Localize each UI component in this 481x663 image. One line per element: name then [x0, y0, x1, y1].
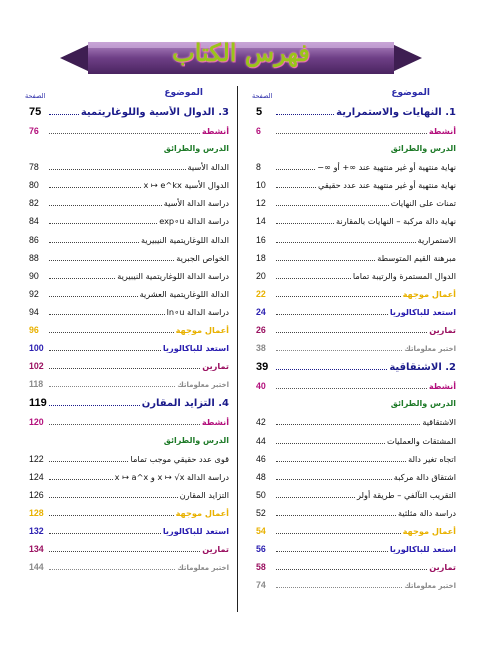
page-number: 84: [29, 216, 39, 227]
dot-leader: [49, 223, 157, 224]
dot-leader: [276, 332, 427, 333]
toc-column-right: [252, 86, 456, 598]
page-number: 12: [256, 198, 266, 209]
page-heading: الصفحة: [25, 92, 46, 100]
entry-label: أعمال موجهة: [402, 288, 456, 299]
toc-entry-bac: [29, 343, 229, 361]
page-number: 24: [256, 306, 266, 317]
toc-entry-bac: [256, 544, 456, 562]
page-number: 132: [29, 525, 44, 536]
page-number: 80: [29, 180, 39, 191]
page-number: 119: [29, 397, 47, 410]
page-number: 48: [256, 471, 266, 482]
entry-label: دراسة الدالة exp∘u: [159, 216, 229, 227]
page-number: 46: [256, 453, 266, 464]
entry-label: اختبر معلوماتك: [404, 345, 456, 354]
entry-label: التقريب التآلفي – طريقة أولر: [356, 489, 456, 500]
dot-leader: [49, 169, 186, 170]
entry-label: دراسة دالة مثلثية: [397, 507, 456, 518]
dot-leader: [49, 386, 175, 387]
entry-label: 2. الاشتقاقية: [389, 362, 456, 374]
entry-label: نهاية منتهية أو غير منتهية عند عدد حقيقي: [318, 180, 456, 191]
page-number: 128: [29, 507, 44, 518]
page-number: 88: [29, 252, 39, 263]
toc-entry-item: [29, 289, 229, 307]
toc-entry-item: [256, 417, 456, 435]
toc-entry-item: [29, 307, 229, 325]
entry-label: الدالة اللوغاريتمية العشرية: [139, 288, 229, 299]
dot-leader: [276, 314, 388, 315]
entry-label: الدوال الأسية x ↦ e^kx: [143, 180, 229, 191]
column-header: [25, 86, 229, 106]
dot-leader: [49, 133, 200, 134]
dot-leader: [276, 187, 316, 188]
toc-entry-item: [256, 454, 456, 472]
toc-entry-item: [29, 490, 229, 508]
toc-entry-exercises: [29, 544, 229, 562]
dot-leader: [49, 242, 139, 243]
toc-entry-activity: [256, 126, 456, 144]
toc-entry-activity: [256, 381, 456, 399]
dot-leader: [49, 424, 200, 425]
toc-entry-test: [29, 379, 229, 397]
dot-leader: [276, 369, 387, 370]
toc-entry-bac: [29, 526, 229, 544]
dot-leader: [276, 443, 385, 444]
entry-label: الدالة اللوغاريتمية النيبيرية: [140, 234, 229, 245]
page-number: 86: [29, 234, 39, 245]
entry-label: الدالة الأسية: [187, 162, 229, 173]
entry-label: أنشطة: [201, 417, 229, 428]
topic-heading: الموضوع: [164, 88, 203, 98]
page-number: 26: [256, 325, 266, 336]
toc-entry-bac: [256, 307, 456, 325]
toc-entry-activity: [29, 417, 229, 435]
dot-leader: [49, 296, 138, 297]
entry-label: التزايد المقارن: [179, 489, 229, 500]
column-divider: [237, 86, 238, 612]
toc-list: [256, 106, 456, 598]
entry-label: 3. الدوال الأسية واللوغاريتمية: [80, 107, 229, 118]
toc-entry-guided: [256, 289, 456, 307]
page-number: 40: [256, 381, 266, 392]
toc-entry-test: [256, 580, 456, 598]
entry-label: أعمال موجهة: [175, 507, 229, 518]
page-number: 90: [29, 270, 39, 281]
topic-heading: الموضوع: [391, 88, 430, 98]
dot-leader: [49, 405, 140, 406]
toc-entry-item: [29, 180, 229, 198]
page-number: 20: [256, 270, 266, 281]
entry-label: تمارين: [202, 361, 229, 372]
toc-entry-section: [256, 399, 456, 417]
entry-label: أعمال موجهة: [175, 325, 229, 336]
dot-leader: [49, 260, 174, 261]
dot-leader: [276, 497, 355, 498]
page-number: 5: [256, 106, 263, 118]
dot-leader: [276, 350, 402, 351]
dot-leader: [276, 223, 334, 224]
page-number: 124: [29, 471, 44, 482]
page-number: 58: [256, 562, 266, 573]
toc-entry-item: [256, 235, 456, 253]
toc-entry-item: [256, 253, 456, 271]
page-number: 10: [256, 180, 266, 191]
entry-label: المشتقات والعمليات: [386, 435, 456, 446]
page-title: فهرس الكتاب: [172, 38, 310, 67]
dot-leader: [276, 114, 334, 115]
page-number: 54: [256, 525, 266, 536]
entry-label: الاستمرارية: [417, 234, 456, 245]
entry-label: نهاية دالة مركبة – النهايات بالمقارنة: [335, 216, 456, 227]
page-number: 94: [29, 306, 39, 317]
dot-leader: [276, 296, 401, 297]
toc-entry-guided: [29, 325, 229, 343]
entry-label: الدرس والطرائق: [390, 399, 456, 409]
toc-entry-item: [29, 198, 229, 216]
dot-leader: [49, 187, 141, 188]
page-number: 100: [29, 343, 44, 354]
dot-leader: [276, 551, 388, 552]
page-number: 118: [29, 379, 44, 390]
dot-leader: [49, 205, 162, 206]
dot-leader: [276, 479, 392, 480]
entry-label: أنشطة: [428, 381, 456, 392]
toc-entry-item: [256, 162, 456, 180]
page-heading: الصفحة: [252, 92, 273, 100]
page-number: 82: [29, 198, 39, 209]
dot-leader: [276, 260, 375, 261]
toc-entry-item: [29, 472, 229, 490]
toc-entry-exercises: [256, 562, 456, 580]
dot-leader: [49, 569, 175, 570]
entry-label: الدوال المستمرة والرتيبة تماما: [352, 270, 456, 281]
dot-leader: [276, 278, 351, 279]
toc-entry-item: [256, 436, 456, 454]
entry-label: اتجاه تغير دالة: [408, 453, 456, 464]
entry-label: نهاية منتهية أو غير منتهية عند ∞+ أو ∞−: [317, 162, 456, 173]
dot-leader: [276, 169, 315, 170]
toc-entry-item: [256, 198, 456, 216]
page-number: 144: [29, 562, 44, 573]
page-number: 16: [256, 234, 266, 245]
entry-label: اشتقاق دالة مركبة: [393, 471, 456, 482]
page-number: 44: [256, 435, 266, 446]
dot-leader: [276, 133, 427, 134]
entry-label: دراسة الدالة اللوغاريتمية النيبيرية: [117, 270, 229, 281]
page-number: 14: [256, 216, 266, 227]
page-number: 6: [256, 126, 261, 136]
dot-leader: [49, 533, 161, 534]
dot-leader: [276, 242, 416, 243]
page-number: 75: [29, 106, 42, 118]
page-number: 50: [256, 489, 266, 500]
entry-label: أعمال موجهة: [402, 525, 456, 536]
page-number: 39: [256, 361, 269, 374]
entry-label: استعد للباكالوريا: [389, 306, 456, 317]
toc-entry-test: [256, 343, 456, 361]
toc-column-left: [25, 86, 229, 580]
dot-leader: [276, 587, 402, 588]
toc-entry-guided: [256, 526, 456, 544]
dot-leader: [49, 368, 200, 369]
page-number: 42: [256, 417, 266, 428]
dot-leader: [276, 424, 420, 425]
entry-label: استعد للباكالوريا: [162, 525, 229, 536]
toc-entry-item: [256, 180, 456, 198]
page-number: 22: [256, 288, 266, 299]
toc-entry-section: [29, 144, 229, 162]
entry-label: الاشتقاقية: [422, 417, 456, 428]
entry-label: اختبر معلوماتك: [404, 582, 456, 591]
entry-label: اختبر معلوماتك: [177, 564, 229, 573]
dot-leader: [49, 515, 174, 516]
entry-label: تمارين: [429, 562, 456, 573]
entry-label: اختبر معلوماتك: [177, 381, 229, 390]
toc-entry-item: [29, 162, 229, 180]
dot-leader: [49, 497, 178, 498]
dot-leader: [276, 205, 389, 206]
toc-entry-item: [256, 508, 456, 526]
toc-entry-item: [256, 216, 456, 234]
page-number: 18: [256, 252, 266, 263]
dot-leader: [49, 551, 200, 552]
toc-entry-exercises: [256, 325, 456, 343]
toc-entry-chapter: [256, 106, 456, 126]
dot-leader: [276, 388, 427, 389]
toc-entry-guided: [29, 508, 229, 526]
entry-label: الدرس والطرائق: [390, 144, 456, 154]
entry-label: الخواص الجبرية: [176, 252, 229, 263]
toc-entry-item: [256, 271, 456, 289]
dot-leader: [276, 533, 401, 534]
column-header: [252, 86, 456, 106]
entry-label: أنشطة: [201, 126, 229, 136]
toc-entry-item: [29, 216, 229, 234]
entry-label: أنشطة: [428, 126, 456, 136]
dot-leader: [276, 569, 427, 570]
page-number: 38: [256, 343, 266, 354]
page-number: 126: [29, 489, 44, 500]
dot-leader: [276, 461, 406, 462]
dot-leader: [49, 278, 115, 279]
toc-entry-item: [256, 472, 456, 490]
entry-label: 1. النهايات والاستمرارية: [336, 107, 456, 118]
entry-label: قوى عدد حقيقي موجب تماما: [130, 453, 229, 464]
page-number: 52: [256, 507, 266, 518]
dot-leader: [49, 461, 128, 462]
toc-entry-item: [29, 253, 229, 271]
page-number: 120: [29, 417, 44, 428]
entry-label: تمارين: [202, 544, 229, 555]
toc-entry-item: [29, 235, 229, 253]
entry-label: الدرس والطرائق: [163, 435, 229, 445]
page-number: 102: [29, 361, 44, 372]
entry-label: الدرس والطرائق: [163, 144, 229, 154]
toc-entry-chapter: [29, 106, 229, 126]
entry-label: استعد للباكالوريا: [162, 343, 229, 354]
page-number: 56: [256, 544, 266, 555]
page-number: 122: [29, 453, 44, 464]
entry-label: دراسة الدالة الأسية: [163, 198, 229, 209]
entry-label: تمارين: [429, 325, 456, 336]
entry-label: دراسة الدالة ln∘u: [166, 306, 229, 317]
toc-entry-item: [29, 454, 229, 472]
page-number: 8: [256, 162, 261, 173]
toc-entry-chapter: [256, 361, 456, 381]
toc-entry-section: [29, 436, 229, 454]
page-number: 92: [29, 288, 39, 299]
page-number: 134: [29, 544, 44, 555]
toc-entry-item: [29, 271, 229, 289]
title-banner: [60, 34, 422, 82]
toc-entry-test: [29, 562, 229, 580]
dot-leader: [49, 114, 79, 115]
entry-label: مبرهنة القيم المتوسطة: [377, 252, 456, 263]
page-number: 96: [29, 325, 39, 336]
entry-label: تمنات على النهايات: [390, 198, 456, 209]
dot-leader: [49, 350, 161, 351]
dot-leader: [49, 314, 165, 315]
entry-label: دراسة الدالة x ↦ √x و x ↦ a^x: [114, 471, 229, 482]
page-number: 78: [29, 162, 39, 173]
entry-label: استعد للباكالوريا: [389, 544, 456, 555]
toc-entry-activity: [29, 126, 229, 144]
entry-label: 4. التزايد المقارن: [141, 398, 229, 410]
toc-entry-item: [256, 490, 456, 508]
dot-leader: [49, 479, 113, 480]
page-number: 74: [256, 580, 266, 591]
toc-list: [29, 106, 229, 580]
toc-entry-exercises: [29, 361, 229, 379]
toc-entry-section: [256, 144, 456, 162]
dot-leader: [49, 332, 174, 333]
page-number: 76: [29, 126, 39, 136]
toc-entry-chapter: [29, 397, 229, 417]
dot-leader: [276, 515, 396, 516]
